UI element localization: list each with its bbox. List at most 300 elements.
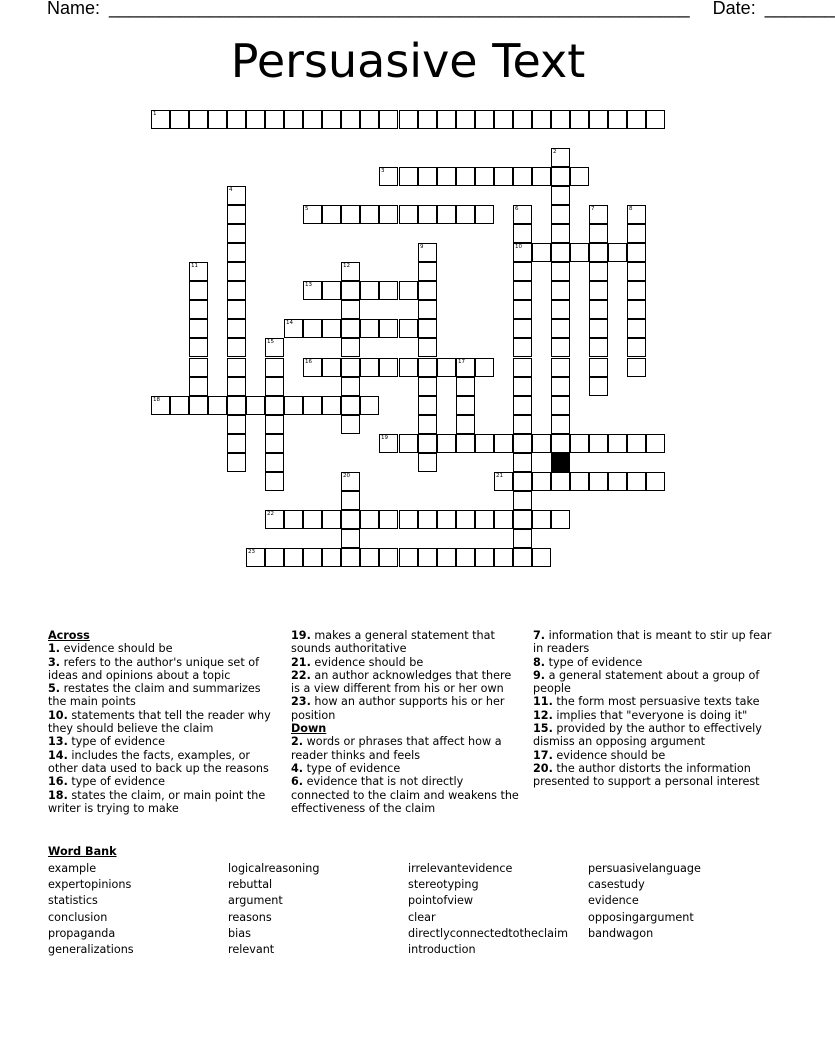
- black-cell: [551, 453, 570, 472]
- grid-cell[interactable]: [513, 529, 532, 548]
- grid-cell[interactable]: [341, 110, 360, 129]
- grid-cell[interactable]: [399, 319, 418, 338]
- grid-cell[interactable]: [646, 110, 665, 129]
- grid-cell[interactable]: [379, 110, 398, 129]
- clue-number: 1: [153, 111, 157, 117]
- grid-cell[interactable]: [227, 453, 246, 472]
- grid-cell[interactable]: [532, 167, 551, 186]
- clue-number: 19: [381, 435, 388, 441]
- grid-cell[interactable]: [322, 358, 341, 377]
- clue-column-1: [48, 629, 278, 815]
- grid-cell[interactable]: [513, 262, 532, 281]
- grid-cell[interactable]: [589, 281, 608, 300]
- grid-cell[interactable]: [341, 319, 360, 338]
- grid-cell[interactable]: [475, 358, 494, 377]
- grid-cell[interactable]: [494, 434, 513, 453]
- grid-cell[interactable]: [418, 167, 437, 186]
- grid-cell[interactable]: [418, 453, 437, 472]
- grid-cell[interactable]: [513, 358, 532, 377]
- clue-down: [533, 722, 773, 749]
- word-bank-item: expertopinions: [48, 878, 132, 892]
- grid-cell[interactable]: [456, 510, 475, 529]
- word-bank-item: reasons: [228, 910, 272, 924]
- clue-number: 7: [591, 206, 595, 212]
- clue-across: [291, 656, 523, 669]
- grid-cell[interactable]: [227, 224, 246, 243]
- clue-down: [533, 709, 773, 722]
- grid-cell[interactable]: [437, 434, 456, 453]
- clue-number: 22.: [291, 668, 311, 682]
- clue-column-3: [533, 629, 773, 789]
- grid-cell[interactable]: [265, 377, 284, 396]
- clue-across: [48, 682, 278, 709]
- grid-cell[interactable]: [513, 319, 532, 338]
- grid-cell[interactable]: [570, 110, 589, 129]
- grid-cell[interactable]: [399, 167, 418, 186]
- grid-cell[interactable]: [589, 434, 608, 453]
- grid-cell[interactable]: [551, 472, 570, 491]
- clue-number: 22: [267, 511, 274, 517]
- grid-cell[interactable]: [265, 453, 284, 472]
- grid-cell[interactable]: [589, 224, 608, 243]
- grid-cell[interactable]: [551, 510, 570, 529]
- grid-cell[interactable]: [570, 434, 589, 453]
- grid-cell[interactable]: [475, 205, 494, 224]
- clue-down: [291, 735, 523, 762]
- clue-number: 20: [343, 473, 350, 479]
- grid-cell[interactable]: [418, 434, 437, 453]
- name-label: Name:: [47, 0, 101, 18]
- grid-cell[interactable]: [360, 510, 379, 529]
- grid-cell[interactable]: [513, 548, 532, 567]
- grid-cell[interactable]: [322, 110, 341, 129]
- clue-number: 13: [305, 282, 312, 288]
- clue-down: [533, 629, 773, 656]
- grid-cell[interactable]: [227, 300, 246, 319]
- grid-cell[interactable]: [341, 281, 360, 300]
- clue-text: states the claim, or main point the writer is trying to make: [48, 788, 266, 815]
- word-bank-item: pointofview: [408, 894, 474, 908]
- grid-cell[interactable]: [513, 472, 532, 491]
- grid-cell[interactable]: [513, 491, 532, 510]
- grid-cell[interactable]: [322, 205, 341, 224]
- grid-cell[interactable]: [589, 243, 608, 262]
- grid-cell[interactable]: [341, 548, 360, 567]
- grid-cell[interactable]: [379, 358, 398, 377]
- grid-cell[interactable]: [227, 396, 246, 415]
- grid-cell[interactable]: [627, 262, 646, 281]
- word-bank-item: relevant: [228, 943, 275, 957]
- grid-cell[interactable]: [399, 110, 418, 129]
- grid-cell[interactable]: [189, 319, 208, 338]
- grid-cell[interactable]: [360, 358, 379, 377]
- grid-cell[interactable]: [227, 281, 246, 300]
- grid-cell[interactable]: [265, 548, 284, 567]
- grid-cell[interactable]: [379, 281, 398, 300]
- grid-cell[interactable]: [551, 396, 570, 415]
- grid-cell[interactable]: [456, 110, 475, 129]
- grid-cell[interactable]: [551, 262, 570, 281]
- grid-cell[interactable]: [627, 243, 646, 262]
- clue-number: 14.: [48, 748, 68, 762]
- grid-cell[interactable]: [513, 510, 532, 529]
- grid-cell[interactable]: [265, 434, 284, 453]
- grid-cell[interactable]: [303, 110, 322, 129]
- grid-cell[interactable]: [322, 548, 341, 567]
- word-bank-item: bandwagon: [588, 926, 654, 940]
- grid-cell[interactable]: [627, 281, 646, 300]
- grid-cell[interactable]: [265, 396, 284, 415]
- grid-cell[interactable]: [456, 377, 475, 396]
- grid-cell[interactable]: [456, 548, 475, 567]
- grid-cell[interactable]: [418, 205, 437, 224]
- grid-cell[interactable]: [418, 377, 437, 396]
- clue-across: [291, 669, 523, 696]
- clue-text: restates the claim and summarizes the main points: [48, 682, 261, 709]
- clue-number: 1.: [48, 642, 61, 656]
- grid-cell[interactable]: [341, 205, 360, 224]
- grid-cell[interactable]: [532, 472, 551, 491]
- grid-cell[interactable]: [551, 319, 570, 338]
- grid-cell[interactable]: [475, 110, 494, 129]
- grid-cell[interactable]: [322, 396, 341, 415]
- clue-number: 5.: [48, 682, 61, 696]
- grid-cell[interactable]: [437, 548, 456, 567]
- clue-number: 8.: [533, 655, 546, 669]
- grid-cell[interactable]: [341, 338, 360, 357]
- grid-cell[interactable]: [227, 377, 246, 396]
- clue-number: 14: [286, 320, 293, 326]
- grid-cell[interactable]: [551, 434, 570, 453]
- grid-cell[interactable]: [513, 167, 532, 186]
- grid-cell[interactable]: [608, 434, 627, 453]
- across-heading: Across: [48, 629, 90, 642]
- clue-across: [48, 775, 278, 788]
- clue-number: 4: [229, 187, 233, 193]
- grid-cell[interactable]: [551, 243, 570, 262]
- grid-cell[interactable]: [532, 243, 551, 262]
- grid-cell[interactable]: [551, 224, 570, 243]
- grid-cell[interactable]: [341, 491, 360, 510]
- grid-cell[interactable]: [360, 281, 379, 300]
- grid-cell[interactable]: [303, 510, 322, 529]
- clue-text: the author distorts the information presented to support a personal interest: [533, 761, 760, 789]
- grid-cell[interactable]: [418, 281, 437, 300]
- grid-cell[interactable]: [513, 300, 532, 319]
- grid-cell[interactable]: [513, 453, 532, 472]
- grid-cell[interactable]: [627, 224, 646, 243]
- clue-number: 6.: [291, 775, 304, 789]
- grid-cell[interactable]: [513, 281, 532, 300]
- grid-cell[interactable]: [437, 110, 456, 129]
- grid-cell[interactable]: [303, 396, 322, 415]
- grid-cell[interactable]: [551, 300, 570, 319]
- grid-cell[interactable]: [456, 396, 475, 415]
- grid-cell[interactable]: [379, 548, 398, 567]
- grid-cell[interactable]: [589, 319, 608, 338]
- grid-cell[interactable]: [532, 110, 551, 129]
- grid-cell[interactable]: [437, 358, 456, 377]
- grid-cell[interactable]: [227, 319, 246, 338]
- grid-cell[interactable]: [341, 300, 360, 319]
- grid-cell[interactable]: [284, 110, 303, 129]
- grid-cell[interactable]: [551, 167, 570, 186]
- grid-cell[interactable]: [399, 548, 418, 567]
- grid-cell[interactable]: [437, 510, 456, 529]
- grid-cell[interactable]: [551, 110, 570, 129]
- grid-cell[interactable]: [513, 224, 532, 243]
- grid-cell[interactable]: [227, 415, 246, 434]
- word-bank-item: clear: [408, 910, 436, 924]
- grid-cell[interactable]: [627, 300, 646, 319]
- grid-cell[interactable]: [627, 110, 646, 129]
- grid-cell[interactable]: [360, 396, 379, 415]
- word-bank: [48, 845, 701, 957]
- grid-cell[interactable]: [360, 319, 379, 338]
- date-line[interactable]: _______: [764, 0, 835, 18]
- grid-cell[interactable]: [475, 434, 494, 453]
- grid-cell[interactable]: [379, 319, 398, 338]
- grid-cell[interactable]: [627, 472, 646, 491]
- clue-across: [48, 789, 278, 816]
- grid-cell[interactable]: [627, 358, 646, 377]
- grid-cell[interactable]: [189, 281, 208, 300]
- clue-number: 21.: [291, 655, 311, 669]
- grid-cell[interactable]: [570, 472, 589, 491]
- grid-cell[interactable]: [227, 434, 246, 453]
- grid-cell[interactable]: [418, 396, 437, 415]
- clue-text: an author acknowledges that there is a view different from his or her own: [291, 668, 512, 696]
- clue-number: 11: [191, 263, 198, 269]
- grid-cell[interactable]: [570, 243, 589, 262]
- word-bank-item: casestudy: [588, 878, 645, 892]
- grid-cell[interactable]: [399, 434, 418, 453]
- grid-cell[interactable]: [532, 434, 551, 453]
- grid-cell[interactable]: [265, 472, 284, 491]
- clue-text: words or phrases that affect how a reader thinks and feels: [291, 735, 502, 762]
- grid-cell[interactable]: [284, 396, 303, 415]
- grid-cell[interactable]: [494, 167, 513, 186]
- grid-cell[interactable]: [532, 548, 551, 567]
- clue-across: [291, 695, 523, 722]
- grid-cell[interactable]: [189, 300, 208, 319]
- grid-cell[interactable]: [627, 319, 646, 338]
- grid-cell[interactable]: [399, 358, 418, 377]
- clue-text: a general statement about a group of people: [533, 668, 760, 696]
- grid-cell[interactable]: [513, 415, 532, 434]
- clue-text: evidence that is not directly connected to the claim and weakens the effectiveness of the claim: [291, 775, 519, 815]
- grid-cell[interactable]: [418, 110, 437, 129]
- grid-cell[interactable]: [246, 396, 265, 415]
- word-bank-item: opposingargument: [588, 910, 694, 924]
- clue-number: 4.: [291, 761, 304, 775]
- grid-cell[interactable]: [227, 110, 246, 129]
- grid-cell[interactable]: [303, 319, 322, 338]
- grid-cell[interactable]: [589, 358, 608, 377]
- word-bank-item: argument: [228, 894, 283, 908]
- grid-cell[interactable]: [646, 472, 665, 491]
- grid-cell[interactable]: [418, 262, 437, 281]
- grid-cell[interactable]: [418, 415, 437, 434]
- grid-cell[interactable]: [437, 167, 456, 186]
- grid-cell[interactable]: [589, 110, 608, 129]
- grid-cell[interactable]: [589, 262, 608, 281]
- grid-cell[interactable]: [227, 243, 246, 262]
- clue-number: 10: [515, 244, 522, 250]
- word-bank-item: logicalreasoning: [228, 862, 320, 875]
- grid-cell[interactable]: [627, 434, 646, 453]
- grid-cell[interactable]: [494, 548, 513, 567]
- grid-cell[interactable]: [322, 319, 341, 338]
- clue-number: 2.: [291, 735, 304, 749]
- grid-cell[interactable]: [189, 377, 208, 396]
- grid-cell[interactable]: [208, 110, 227, 129]
- clue-number: 9: [420, 244, 424, 250]
- grid-cell[interactable]: [418, 548, 437, 567]
- clue-number: 12: [343, 263, 350, 269]
- grid-cell[interactable]: [360, 110, 379, 129]
- grid-cell[interactable]: [418, 300, 437, 319]
- clue-text: type of evidence: [71, 735, 165, 749]
- grid-cell[interactable]: [227, 338, 246, 357]
- grid-cell[interactable]: [360, 548, 379, 567]
- grid-cell[interactable]: [170, 396, 189, 415]
- grid-cell[interactable]: [208, 396, 227, 415]
- clue-text: the form most persuasive texts take: [556, 695, 760, 709]
- grid-cell[interactable]: [456, 167, 475, 186]
- grid-cell[interactable]: [513, 377, 532, 396]
- grid-cell[interactable]: [418, 510, 437, 529]
- grid-cell[interactable]: [265, 110, 284, 129]
- grid-cell[interactable]: [341, 510, 360, 529]
- clue-text: evidence should be: [314, 655, 424, 669]
- grid-cell[interactable]: [189, 110, 208, 129]
- grid-cell[interactable]: [589, 472, 608, 491]
- grid-cell[interactable]: [494, 110, 513, 129]
- clue-number: 7.: [533, 629, 546, 642]
- clue-number: 23: [248, 549, 255, 555]
- grid-cell[interactable]: [570, 167, 589, 186]
- grid-cell[interactable]: [589, 300, 608, 319]
- grid-cell[interactable]: [322, 281, 341, 300]
- grid-cell[interactable]: [418, 319, 437, 338]
- grid-cell[interactable]: [170, 110, 189, 129]
- grid-cell[interactable]: [627, 338, 646, 357]
- grid-cell[interactable]: [399, 510, 418, 529]
- grid-cell[interactable]: [475, 548, 494, 567]
- grid-cell[interactable]: [551, 415, 570, 434]
- grid-cell[interactable]: [418, 358, 437, 377]
- word-bank-item: rebuttal: [228, 878, 273, 892]
- clue-number: 17: [458, 359, 465, 365]
- grid-cell[interactable]: [227, 358, 246, 377]
- grid-cell[interactable]: [646, 434, 665, 453]
- grid-cell[interactable]: [551, 186, 570, 205]
- grid-cell[interactable]: [513, 434, 532, 453]
- grid-cell[interactable]: [265, 415, 284, 434]
- grid-cell[interactable]: [589, 377, 608, 396]
- down-heading: Down: [291, 722, 327, 736]
- grid-cell[interactable]: [551, 377, 570, 396]
- word-bank-item: evidence: [588, 894, 639, 908]
- grid-cell[interactable]: [399, 281, 418, 300]
- word-bank-item: propaganda: [48, 926, 116, 940]
- grid-cell[interactable]: [551, 358, 570, 377]
- word-bank-column-4: [588, 861, 701, 942]
- grid-cell[interactable]: [265, 358, 284, 377]
- clue-text: type of evidence: [548, 655, 643, 669]
- grid-cell[interactable]: [322, 510, 341, 529]
- grid-cell[interactable]: [246, 110, 265, 129]
- clue-text: statements that tell the reader why they should believe the claim: [48, 708, 271, 736]
- clue-text: provided by the author to effectively dismiss an opposing argument: [533, 722, 762, 749]
- grid-cell[interactable]: [284, 510, 303, 529]
- clue-number: 21: [496, 473, 503, 479]
- grid-cell[interactable]: [227, 262, 246, 281]
- grid-cell[interactable]: [551, 281, 570, 300]
- grid-cell[interactable]: [532, 510, 551, 529]
- grid-cell[interactable]: [303, 548, 322, 567]
- clue-column-2: [291, 629, 523, 815]
- grid-cell[interactable]: [589, 338, 608, 357]
- grid-cell[interactable]: [399, 205, 418, 224]
- grid-cell[interactable]: [341, 396, 360, 415]
- grid-cell[interactable]: [418, 338, 437, 357]
- grid-cell[interactable]: [341, 377, 360, 396]
- grid-cell[interactable]: [608, 110, 627, 129]
- grid-cell[interactable]: [475, 510, 494, 529]
- word-bank-item: irrelevantevidence: [408, 862, 513, 875]
- clue-down: [533, 669, 773, 696]
- grid-cell[interactable]: [513, 338, 532, 357]
- grid-cell[interactable]: [227, 205, 246, 224]
- grid-cell[interactable]: [608, 472, 627, 491]
- grid-cell[interactable]: [437, 205, 456, 224]
- clue-number: 3: [381, 168, 385, 174]
- grid-cell[interactable]: [284, 548, 303, 567]
- grid-cell[interactable]: [189, 358, 208, 377]
- clue-text: evidence should be: [556, 748, 666, 762]
- grid-cell[interactable]: [189, 338, 208, 357]
- grid-cell[interactable]: [456, 415, 475, 434]
- grid-cell[interactable]: [341, 415, 360, 434]
- grid-cell[interactable]: [379, 205, 398, 224]
- grid-cell[interactable]: [551, 205, 570, 224]
- word-bank-item: stereotyping: [408, 878, 479, 892]
- grid-cell[interactable]: [551, 338, 570, 357]
- grid-cell[interactable]: [608, 243, 627, 262]
- grid-cell[interactable]: [494, 510, 513, 529]
- clue-number: 5: [305, 206, 309, 212]
- grid-cell[interactable]: [341, 529, 360, 548]
- name-line[interactable]: __________________________________________________________: [109, 0, 690, 18]
- grid-cell[interactable]: [189, 396, 208, 415]
- word-bank-item: statistics: [48, 894, 98, 908]
- grid-cell[interactable]: [513, 110, 532, 129]
- grid-cell[interactable]: [456, 205, 475, 224]
- clue-down: [533, 656, 773, 669]
- date-label: Date:: [712, 0, 756, 18]
- grid-cell[interactable]: [341, 358, 360, 377]
- grid-cell[interactable]: [379, 510, 398, 529]
- grid-cell[interactable]: [360, 205, 379, 224]
- grid-cell[interactable]: [456, 434, 475, 453]
- clue-number: 6: [515, 206, 519, 212]
- grid-cell[interactable]: [513, 396, 532, 415]
- word-bank-item: example: [48, 862, 97, 875]
- word-bank-item: generalizations: [48, 943, 134, 957]
- grid-cell[interactable]: [475, 167, 494, 186]
